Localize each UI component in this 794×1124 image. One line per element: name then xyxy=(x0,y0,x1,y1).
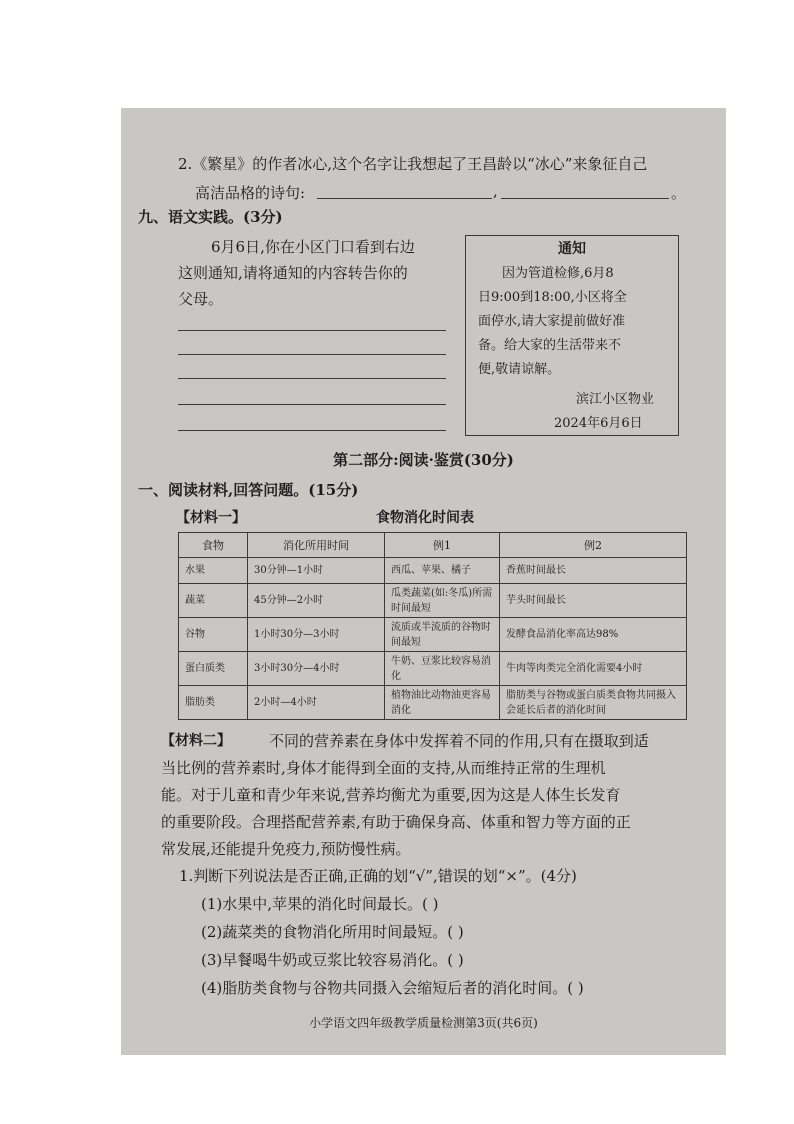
question1-item3[interactable]: (3)早餐喝牛奶或豆浆比较容易消化。( ) xyxy=(201,951,464,969)
material2-line4: 的重要阶段。合理搭配营养素,有助于确保身高、体重和智力等方面的正 xyxy=(161,813,631,831)
table-header-example1: 例1 xyxy=(385,533,500,558)
notice-body-line1: 因为管道检修,6月8 xyxy=(502,266,614,281)
table-cell-time: 30分钟—1小时 xyxy=(248,558,385,584)
question1-item1[interactable]: (1)水果中,苹果的消化时间最长。( ) xyxy=(201,895,439,913)
material2-line3: 能。对于儿童和青少年来说,营养均衡尤为重要,因为这是人体生长发育 xyxy=(161,786,621,804)
table-cell-food: 蔬菜 xyxy=(179,584,248,618)
notice-box xyxy=(465,235,679,436)
table-row xyxy=(179,584,687,618)
table-header-food: 食物 xyxy=(179,533,248,558)
notice-date: 2024年6月6日 xyxy=(554,416,643,431)
notice-title: 通知 xyxy=(558,241,586,257)
table-header-time: 消化所用时间 xyxy=(248,533,385,558)
answer-blank-1[interactable] xyxy=(317,198,492,199)
notice-body-line4: 备。给大家的生活带来不 xyxy=(478,338,622,353)
q2-line2-prefix: 高洁品格的诗句: xyxy=(195,184,306,202)
material2-line5: 常发展,还能提升免疫力,预防慢性病。 xyxy=(161,840,411,858)
table-cell-example1: 植物油比动物油更容易消化 xyxy=(385,686,500,720)
material2-label: 【材料二】 xyxy=(161,733,231,749)
q2-period: 。 xyxy=(671,184,687,202)
table-cell-example1: 流质或半流质的谷物时间最短 xyxy=(385,618,500,652)
table-header-row xyxy=(179,533,687,558)
section9-title: 九、语文实践。(3分) xyxy=(138,208,283,226)
table-cell-example1: 西瓜、苹果、橘子 xyxy=(385,558,500,584)
part2-title: 第二部分:阅读·鉴赏(30分) xyxy=(333,451,514,469)
section9-prompt-line2: 这则通知,请将通知的内容转告你的 xyxy=(178,264,408,282)
writing-line-4[interactable] xyxy=(178,404,446,405)
table-cell-time: 2小时—4小时 xyxy=(248,686,385,720)
table-cell-example1: 牛奶、豆浆比较容易消化 xyxy=(385,652,500,686)
table-row xyxy=(179,618,687,652)
writing-line-3[interactable] xyxy=(178,378,446,379)
table-cell-food: 水果 xyxy=(179,558,248,584)
q2-line1: 2.《繁星》的作者冰心,这个名字让我想起了王昌龄以“冰心”来象征自己 xyxy=(178,155,648,173)
food-digestion-table xyxy=(178,532,687,720)
question1-item2[interactable]: (2)蔬菜类的食物消化所用时间最短。( ) xyxy=(201,923,464,941)
exam-page xyxy=(121,108,726,1055)
table-title: 食物消化时间表 xyxy=(376,510,474,526)
question1-stem: 1.判断下列说法是否正确,正确的划“√”,错误的划“×”。(4分) xyxy=(179,867,577,885)
writing-line-5[interactable] xyxy=(178,430,446,431)
material2-line1: 不同的营养素在身体中发挥着不同的作用,只有在摄取到适 xyxy=(269,732,649,750)
material2-line2: 当比例的营养素时,身体才能得到全面的支持,从而维持正常的生理机 xyxy=(161,759,606,777)
table-cell-food: 脂肪类 xyxy=(179,686,248,720)
table-cell-food: 谷物 xyxy=(179,618,248,652)
table-cell-time: 3小时30分—4小时 xyxy=(248,652,385,686)
table-cell-example2: 芋头时间最长 xyxy=(500,584,687,618)
table-cell-example2: 发酵食品消化率高达98% xyxy=(500,618,687,652)
section9-prompt-line1: 6月6日,你在小区门口看到右边 xyxy=(211,238,415,256)
notice-body-line3: 面停水,请大家提前做好准 xyxy=(478,314,626,329)
table-cell-time: 45分钟—2小时 xyxy=(248,584,385,618)
notice-body-line2: 日9:00到18:00,小区将全 xyxy=(478,290,627,305)
table-row xyxy=(179,558,687,584)
table-cell-example2: 脂肪类与谷物或蛋白质类食物共同摄入会延长后者的消化时间 xyxy=(500,686,687,720)
table-header-example2: 例2 xyxy=(500,533,687,558)
table-cell-example1: 瓜类蔬菜(如:冬瓜)所需时间最短 xyxy=(385,584,500,618)
material1-label: 【材料一】 xyxy=(176,510,246,526)
table-cell-time: 1小时30分—3小时 xyxy=(248,618,385,652)
table-cell-example2: 香蕉时间最长 xyxy=(500,558,687,584)
section9-prompt-line3: 父母。 xyxy=(178,290,224,308)
q2-comma: , xyxy=(493,182,498,200)
writing-line-1[interactable] xyxy=(178,330,446,331)
table-row xyxy=(179,652,687,686)
table-cell-example2: 牛肉等肉类完全消化需要4小时 xyxy=(500,652,687,686)
page-footer: 小学语文四年级教学质量检测第3页(共6页) xyxy=(309,1016,538,1030)
reading1-title: 一、阅读材料,回答问题。(15分) xyxy=(138,481,359,499)
answer-blank-2[interactable] xyxy=(501,198,669,199)
question1-item4[interactable]: (4)脂肪类食物与谷物共同摄入会缩短后者的消化时间。( ) xyxy=(201,979,584,997)
notice-signature: 滨江小区物业 xyxy=(576,392,655,407)
notice-body-line5: 便,敬请谅解。 xyxy=(478,362,561,377)
writing-line-2[interactable] xyxy=(178,354,446,355)
table-cell-food: 蛋白质类 xyxy=(179,652,248,686)
table-row xyxy=(179,686,687,720)
